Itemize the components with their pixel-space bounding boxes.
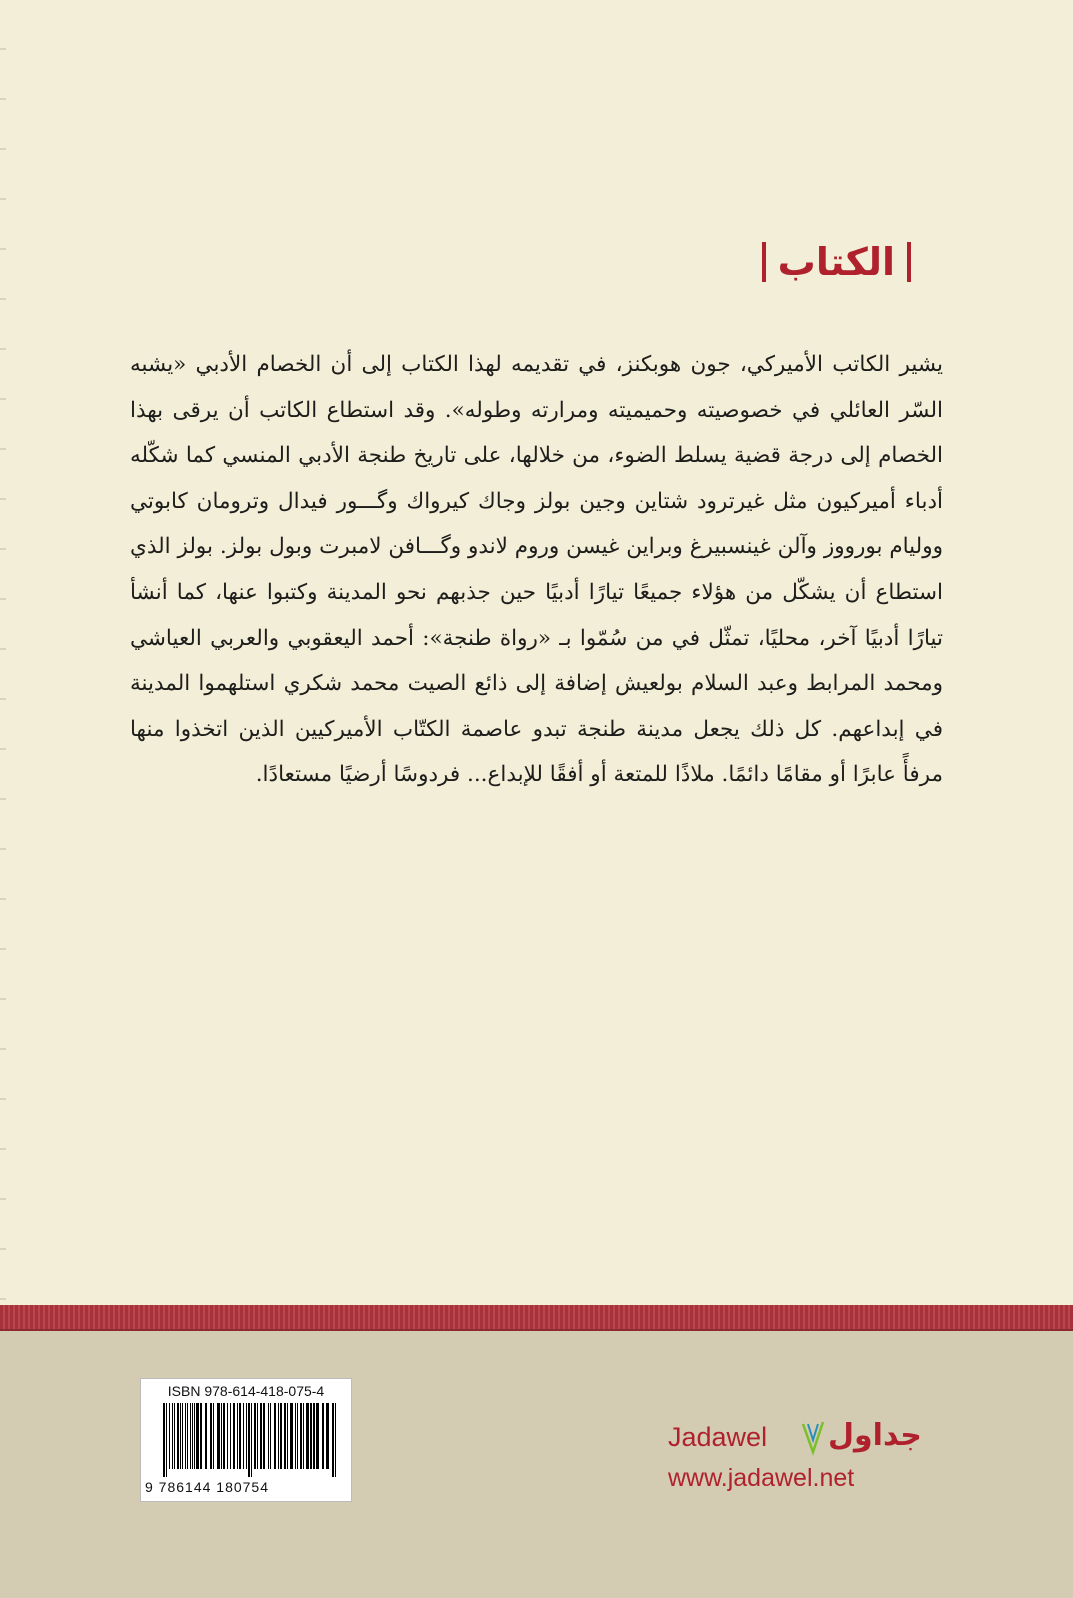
publisher-name-latin: Jadawel xyxy=(668,1422,768,1452)
barcode-bar xyxy=(223,1403,225,1469)
barcode xyxy=(161,1403,339,1477)
isbn-barcode-box xyxy=(140,1378,352,1502)
barcode-bar xyxy=(290,1403,293,1469)
barcode-bar xyxy=(246,1403,247,1469)
blurb-text xyxy=(130,342,943,798)
barcode-bar xyxy=(335,1403,336,1477)
barcode-bar xyxy=(243,1403,244,1469)
barcode-bar xyxy=(332,1403,334,1477)
barcode-bar xyxy=(187,1403,188,1469)
barcode-bar xyxy=(174,1403,175,1469)
barcode-bar xyxy=(182,1403,183,1469)
barcode-bar xyxy=(274,1403,276,1469)
barcode-bar xyxy=(169,1403,170,1469)
barcode-bar xyxy=(237,1403,238,1469)
heading-bar-right xyxy=(907,242,911,282)
barcode-digits: 9 786144 180754 xyxy=(145,1479,269,1495)
barcode-bar xyxy=(322,1403,324,1469)
barcode-bar xyxy=(233,1403,235,1469)
barcode-bar xyxy=(268,1403,269,1469)
barcode-bar xyxy=(326,1403,329,1469)
blurb-paragraph: يشير الكاتب الأميركي، جون هوبكنز، في تقديمه لهذا الكتاب إلى أن الخصام الأدبي «يشبه السّر العائلي في خصوصيته وحميميته ومرارته وطوله». وقد استطاع الكاتب أن يرقى بهذا الخصام إلى درجة قضية يسلط الضوء، من خلالها، على تاريخ طنجة الأدبي المنسي كما شكّله أدباء أميركيون مثل غيرترود شتاين وجين بولز وجاك كيرواك وگـــور فيدال وترومان كابوتي ووليام بورووز وآلن غينسبيرغ وبراين غيسن وروم لاندو وگـــافن لامبرت وبول بولز. بولز الذي استطاع أن يشكّل من هؤلاء جميعًا تيارًا أدبيًا حين جذبهم نحو المدينة وكتبوا عنها، كما أنشأ تيارًا أدبيًا آخر، محليًا، تمثّل في من سُمّوا بـ «رواة طنجة»: أحمد اليعقوبي والعربي العياشي ومحمد المرابط وعبد السلام بولعيش إضافة إلى ذائع الصيت محمد شكري استلهموا المدينة في إبداعهم. كل ذلك يجعل مدينة طنجة تبدو عاصمة الكتّاب الأميركيين الذين اتخذوا منها مرفأً عابرًا أو مقامًا دائمًا. ملاذًا للمتعة أو أفقًا للإبداع... فردوسًا أرضيًا مستعادًا. xyxy=(130,352,943,788)
barcode-bar xyxy=(163,1403,165,1477)
barcode-bar xyxy=(205,1403,207,1469)
heading-bar-left xyxy=(762,242,766,282)
barcode-bar xyxy=(217,1403,220,1469)
barcode-bar xyxy=(230,1403,231,1469)
barcode-bar xyxy=(310,1403,312,1469)
publisher-name-arabic: جداول xyxy=(828,1418,922,1453)
barcode-bar xyxy=(278,1403,279,1469)
barcode-bar xyxy=(210,1403,212,1469)
barcode-bar xyxy=(213,1403,214,1469)
barcode-bar xyxy=(177,1403,179,1469)
barcode-bar xyxy=(185,1403,186,1469)
publisher-logo xyxy=(668,1420,928,1520)
isbn-label: ISBN 978-614-418-075-4 xyxy=(167,1383,325,1399)
barcode-bar xyxy=(221,1403,222,1469)
barcode-bar xyxy=(166,1403,167,1477)
barcode-bar xyxy=(306,1403,309,1469)
barcode-bar xyxy=(263,1403,265,1469)
footer-stripe-edge xyxy=(0,1329,1073,1331)
barcode-bar xyxy=(300,1403,302,1469)
barcode-bar xyxy=(192,1403,193,1469)
barcode-bar xyxy=(316,1403,319,1469)
barcode-bar xyxy=(295,1403,296,1469)
barcode-bar xyxy=(196,1403,199,1469)
barcode-bar xyxy=(284,1403,286,1469)
section-title-text: الكتاب xyxy=(777,240,895,284)
barcode-bar xyxy=(239,1403,241,1469)
barcode-bar xyxy=(248,1403,250,1477)
barcode-bar xyxy=(227,1403,228,1469)
barcode-bar xyxy=(287,1403,288,1469)
barcode-bar xyxy=(194,1403,195,1469)
v-check-logo-icon xyxy=(800,1420,826,1456)
barcode-bar xyxy=(280,1403,282,1469)
barcode-bar xyxy=(254,1403,256,1469)
barcode-bar xyxy=(313,1403,315,1469)
barcode-bar xyxy=(303,1403,304,1469)
barcode-bar xyxy=(270,1403,271,1469)
barcode-bar xyxy=(180,1403,181,1469)
barcode-bar xyxy=(200,1403,202,1469)
barcode-bar xyxy=(297,1403,298,1469)
barcode-bar xyxy=(172,1403,173,1469)
barcode-bar xyxy=(251,1403,252,1477)
section-heading xyxy=(750,240,923,284)
footer-stripe xyxy=(0,1305,1073,1329)
publisher-website: www.jadawel.net xyxy=(668,1464,855,1492)
barcode-bar xyxy=(190,1403,191,1469)
barcode-bar xyxy=(257,1403,258,1469)
barcode-bar xyxy=(260,1403,262,1469)
